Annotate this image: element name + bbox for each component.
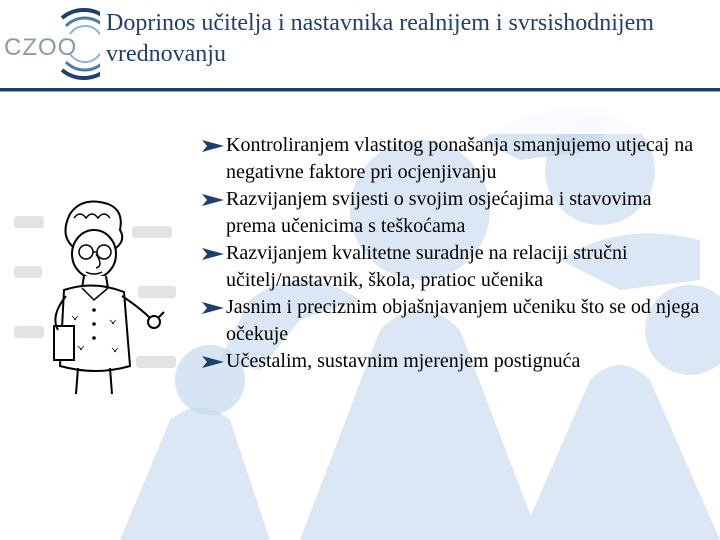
page-title: Doprinos učitelja i nastavnika realnijem i svrsishodnijem vrednovanju: [106, 10, 654, 67]
content-panel: [76, 96, 720, 134]
list-item: [202, 348, 702, 375]
slide-header: [0, 0, 720, 92]
teacher-cartoon-icon: [12, 196, 180, 402]
bullet-text: Učestalim, sustavnim mjerenjem postignuća: [226, 350, 581, 372]
arrow-bullet-icon: [202, 248, 224, 260]
arrow-bullet-icon: [202, 194, 224, 206]
list-item: [202, 294, 702, 348]
list-item: [202, 132, 702, 186]
bullet-text: Razvijanjem kvalitetne suradnje na relaciji stručni učitelj/nastavnik, škola, pratioc učenika: [226, 242, 628, 291]
header-divider-light: [0, 91, 720, 92]
bullet-text: Razvijanjem svijesti o svojim osjećajima i stavovima prema učenicima s teškoćama: [226, 188, 652, 237]
bullet-text: Jasnim i preciznim objašnjavanjem učeniku što se od njega očekuje: [226, 296, 700, 345]
arrow-bullet-icon: [202, 302, 224, 314]
arrow-bullet-icon: [202, 140, 224, 152]
bullet-list: [202, 132, 702, 375]
czoo-logo-icon: [0, 4, 100, 84]
list-item: [202, 240, 702, 294]
logo-text: CZOO: [4, 34, 78, 61]
list-item: [202, 186, 702, 240]
arrow-bullet-icon: [202, 356, 224, 368]
bullet-text: Kontroliranjem vlastitog ponašanja smanjujemo utjecaj na negativne faktore pri ocjenjivanju: [226, 134, 694, 183]
